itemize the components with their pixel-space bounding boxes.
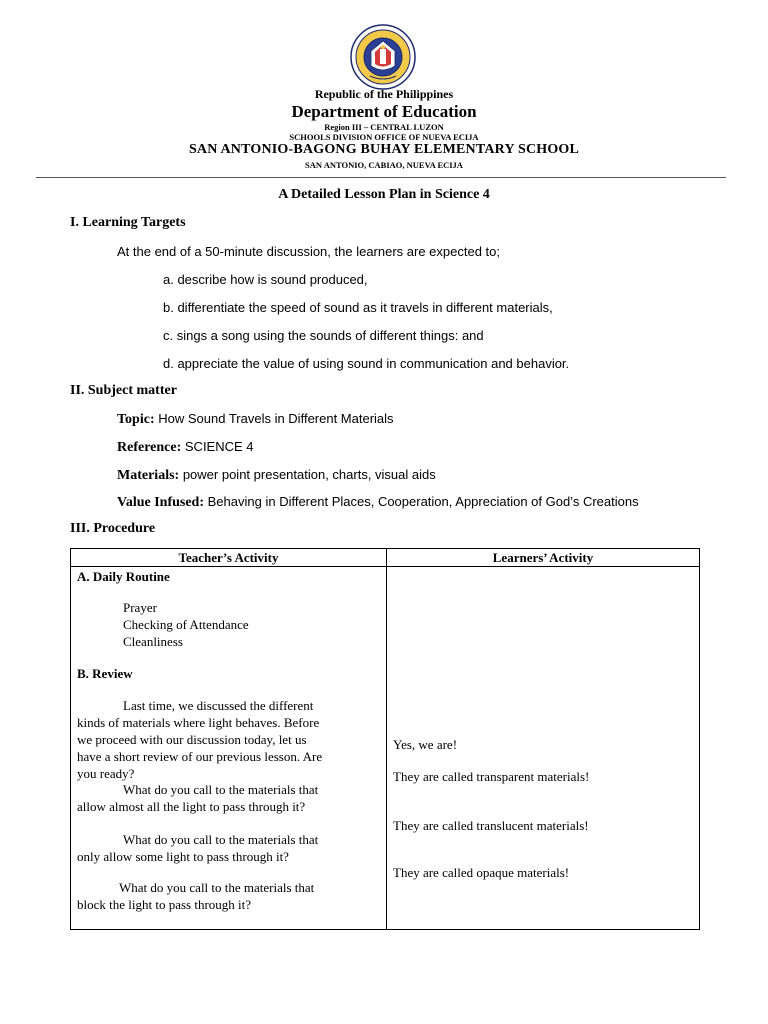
procedure-table <box>70 548 700 930</box>
topic-value: How Sound Travels in Different Materials <box>158 411 394 426</box>
topic-line <box>117 411 394 428</box>
division-text: SCHOOLS DIVISION OFFICE OF NUEVA ECIJA <box>289 132 479 142</box>
school-name: SAN ANTONIO-BAGONG BUHAY ELEMENTARY SCHOOL <box>188 142 580 157</box>
table-row <box>71 567 700 930</box>
review-heading: B. Review <box>77 666 133 681</box>
reference-value: SCIENCE 4 <box>184 439 254 454</box>
region-text: Region III – CENTRAL LUZON <box>324 122 444 132</box>
lesson-plan-title: A Detailed Lesson Plan in Science 4 <box>278 187 490 202</box>
learner-answer: Yes, we are! <box>393 737 458 752</box>
routine-item: Cleanliness <box>123 634 183 649</box>
review-line: have a short review of our previous lesson. Are <box>77 749 323 764</box>
topic-label: Topic: <box>117 412 155 427</box>
value-infused-value: Behaving in Different Places, Cooperation, Appreciation of God’s Creations <box>207 494 639 509</box>
value-infused-line <box>117 494 639 511</box>
republic-text: Republic of the Philippines <box>314 87 454 101</box>
materials-value: power point presentation, charts, visual aids <box>182 467 436 482</box>
subject-matter-heading: II. Subject matter <box>70 383 177 398</box>
routine-item: Checking of Attendance <box>123 617 249 632</box>
learner-answer: They are called translucent materials! <box>393 818 589 833</box>
review-line: you ready? <box>77 766 135 781</box>
objective-item: a. describe how is sound produced, <box>163 272 368 287</box>
review-line: kinds of materials where light behaves. Before <box>77 715 320 730</box>
learners-activity-header: Learners’ Activity <box>387 549 700 567</box>
reference-line <box>117 439 254 456</box>
table-header-row <box>71 549 700 567</box>
question-line: What do you call to the materials that <box>123 782 319 797</box>
reference-label: Reference: <box>117 440 182 455</box>
targets-intro: At the end of a 50-minute discussion, the learners are expected to; <box>117 244 501 259</box>
deped-seal-icon <box>350 24 416 90</box>
routine-item: Prayer <box>123 600 157 615</box>
question-line: What do you call to the materials that <box>123 832 319 847</box>
question-line: only allow some light to pass through it? <box>77 849 289 864</box>
review-line: Last time, we discussed the different <box>123 698 314 713</box>
learning-targets-heading: I. Learning Targets <box>70 215 186 230</box>
materials-line <box>117 467 436 484</box>
objective-item: b. differentiate the speed of sound as it travels in different materials, <box>163 300 553 315</box>
learners-activity-cell <box>387 567 700 930</box>
teacher-activity-cell <box>71 567 387 930</box>
materials-label: Materials: <box>117 468 180 483</box>
school-address: SAN ANTONIO, CABIAO, NUEVA ECIJA <box>305 160 463 170</box>
question-line: block the light to pass through it? <box>77 897 252 912</box>
teacher-activity-header: Teacher’s Activity <box>71 549 387 567</box>
learner-answer: They are called opaque materials! <box>393 865 570 880</box>
procedure-heading: III. Procedure <box>70 521 156 536</box>
question-line: allow almost all the light to pass through it? <box>77 799 306 814</box>
objective-item: c. sings a song using the sounds of different things: and <box>163 328 484 343</box>
review-line: we proceed with our discussion today, let us <box>77 732 307 747</box>
daily-routine-heading: A. Daily Routine <box>77 569 170 584</box>
question-line: What do you call to the materials that <box>119 880 315 895</box>
department-title: Department of Education <box>291 102 477 121</box>
learner-answer: They are called transparent materials! <box>393 769 590 784</box>
header-divider <box>36 177 726 178</box>
objective-item: d. appreciate the value of using sound in communication and behavior. <box>163 356 570 371</box>
value-infused-label: Value Infused: <box>117 495 205 510</box>
